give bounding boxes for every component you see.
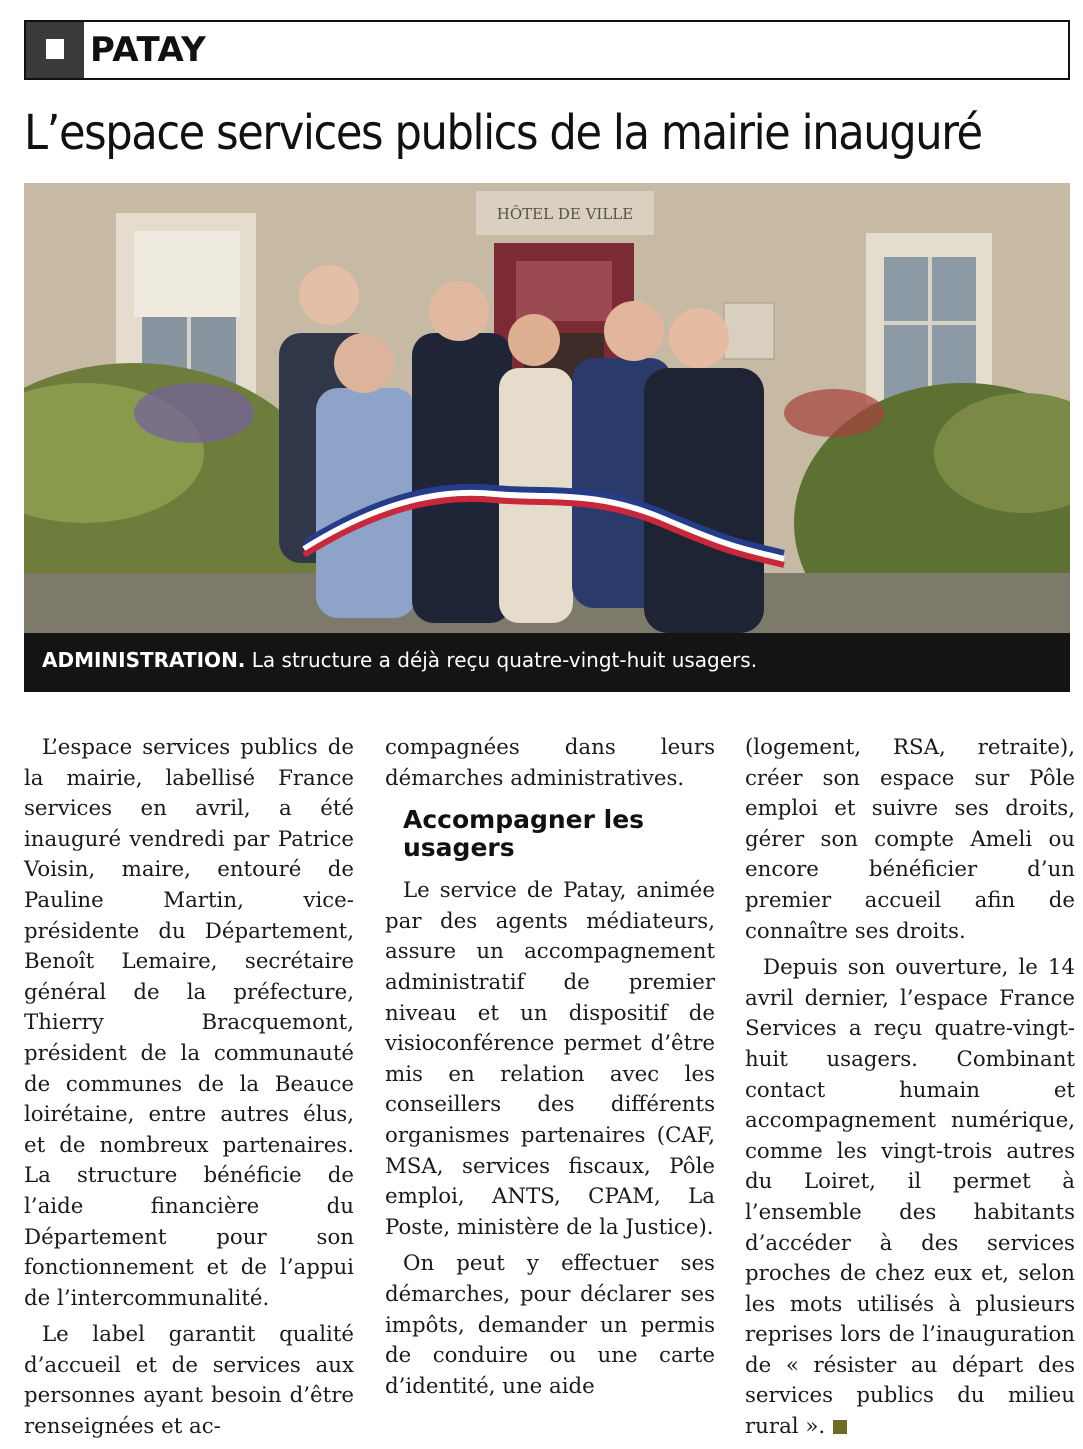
paragraph: compagnées dans leurs démarches administratives. <box>385 735 715 791</box>
paragraph: Le service de Patay, animée par des agents médiateurs, assure un accompagnement administratif de premier niveau et un dispositif de visioconférence permet d’être mis en relation avec les conseillers des différents organismes partenaires (CAF, MSA, services fiscaux, Pôle emploi, ANTS, CPAM, La Poste, ministère de la Justice). <box>385 878 715 1240</box>
article-headline: L’espace services publics de la mairie inauguré <box>24 105 982 161</box>
subheading: Accompagner les usagers <box>403 805 645 863</box>
building-sign: HÔTEL DE VILLE <box>496 205 634 223</box>
caption-kicker: ADMINISTRATION. <box>42 648 246 672</box>
caption-text: La structure a déjà reçu quatre-vingt-huit usagers. <box>251 648 758 672</box>
paragraph: (logement, RSA, retraite), créer son espace sur Pôle emploi et suivre ses droits, gérer son compte Ameli ou encore bénéficier d’un premier accueil afin de connaître ses droits. <box>745 735 1075 944</box>
paragraph-final <box>745 953 1075 1443</box>
section-square-icon <box>26 22 84 78</box>
paragraph-text: Depuis son ouverture, le 14 avril dernier, l’espace France Services a reçu quatre-vingt-huit usagers. Combinant contact humain et accompagnement numérique, comme les vingt-trois autres du Loiret, il permet à l’ensemble des habitants d’accéder à des services proches de chez eux et, selon les mots utilisés à plusieurs reprises lors de l’inauguration de « résister au départ des services publics du milieu rural ». <box>745 955 1075 1440</box>
section-header <box>24 20 1070 80</box>
article-photo <box>24 183 1070 633</box>
article-column-3 <box>745 733 1075 1449</box>
article-column-2 <box>385 733 715 1408</box>
article-column-1 <box>24 733 354 1449</box>
photo-caption <box>24 633 1070 692</box>
end-of-article-icon <box>833 1420 847 1434</box>
paragraph: L’espace services publics de la mairie, labellisé France services en avril, a été inauguré vendredi par Patrice Voisin, maire, entouré de Pauline Martin, vice-présidente du Département, Benoît Lemaire, secrétaire général de la préfecture, Thierry Bracquemont, président de la communauté de communes de la Beauce loirétaine, entre autres élus, et de nombreux partenaires. La structure bénéficie de l’aide financière du Département pour son fonctionnement et de l’appui de l’intercommunalité. <box>24 735 354 1311</box>
paragraph: On peut y effectuer ses démarches, pour déclarer ses impôts, demander un permis de conduire ou une carte d’identité, une aide <box>385 1251 715 1399</box>
paragraph: Le label garantit qualité d’accueil et de services aux personnes ayant besoin d’être renseignées et ac- <box>24 1322 354 1440</box>
section-name: PATAY <box>90 30 207 70</box>
